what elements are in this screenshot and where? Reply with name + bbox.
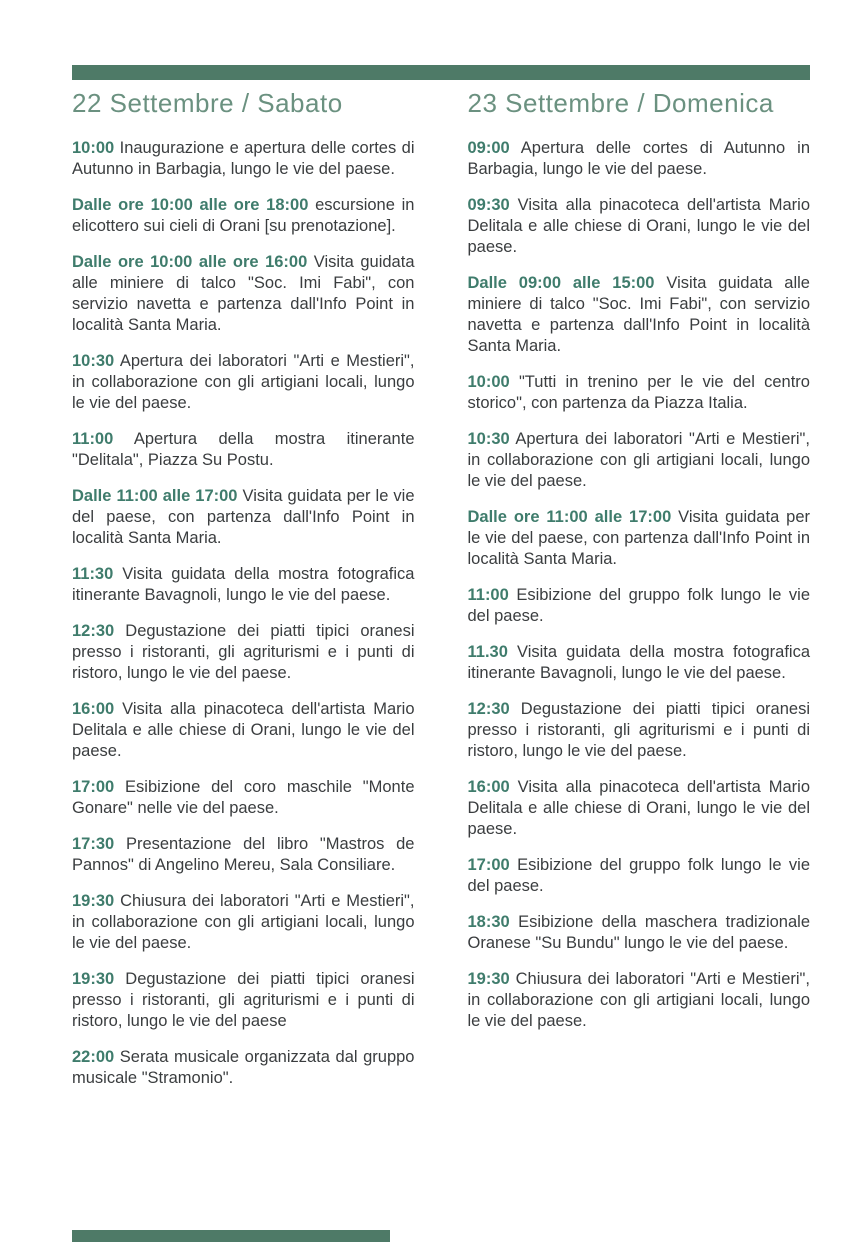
- event-item: [72, 429, 415, 471]
- event-item: [468, 699, 811, 762]
- event-time: Dalle ore 10:00 alle ore 16:00: [72, 253, 308, 271]
- event-description: Inaugurazione e apertura delle cortes di Autunno in Barbagia, lungo le vie del paese.: [72, 139, 415, 178]
- event-item: [468, 855, 811, 897]
- event-description: Apertura dei laboratori "Arti e Mestieri", in collaborazione con gli artigiani locali, lungo le vie del paese.: [72, 352, 415, 412]
- event-time: 19:30: [467, 970, 510, 988]
- event-description: "Tutti in trenino per le vie del centro storico", con partenza da Piazza Italia.: [467, 373, 810, 412]
- day-column: [468, 88, 811, 1104]
- event-description: Visita alla pinacoteca dell'artista Mario Delitala e alle chiese di Orani, lungo le vie del paese.: [72, 700, 415, 760]
- event-time: 09:30: [467, 196, 510, 214]
- event-item: [72, 969, 415, 1032]
- event-description: Degustazione dei piatti tipici oranesi presso i ristoranti, gli agriturismi e i punti di ristoro, lungo le vie del paese.: [72, 622, 415, 682]
- bottom-accent-bar: [72, 1230, 390, 1242]
- event-item: [72, 1047, 415, 1089]
- event-item: [468, 138, 811, 180]
- event-item: [468, 642, 811, 684]
- event-item: [468, 429, 811, 492]
- event-item: [72, 486, 415, 549]
- day-column: [72, 88, 415, 1104]
- event-description: Chiusura dei laboratori "Arti e Mestieri", in collaborazione con gli artigiani locali, lungo le vie del paese.: [72, 892, 415, 952]
- event-time: 11.30: [467, 643, 508, 661]
- event-description: Apertura dei laboratori "Arti e Mestieri", in collaborazione con gli artigiani locali, lungo le vie del paese.: [467, 430, 810, 490]
- event-description: Apertura della mostra itinerante "Delitala", Piazza Su Postu.: [72, 430, 415, 469]
- event-description: Visita guidata della mostra fotografica itinerante Bavagnoli, lungo le vie del paese.: [72, 565, 415, 604]
- event-description: Degustazione dei piatti tipici oranesi presso i ristoranti, gli agriturismi e i punti di ristoro, lungo le vie del paese.: [467, 700, 810, 760]
- event-time: 10:00: [467, 373, 510, 391]
- event-description: Chiusura dei laboratori "Arti e Mestieri", in collaborazione con gli artigiani locali, lungo le vie del paese.: [467, 970, 810, 1030]
- event-time: Dalle ore 10:00 alle ore 18:00: [72, 196, 309, 214]
- event-description: Visita guidata alle miniere di talco "Soc. Imi Fabi", con servizio navetta e partenza dall'Info Point in località Santa Maria.: [467, 274, 810, 355]
- event-item: [72, 195, 415, 237]
- day-title: 22 Settembre / Sabato: [72, 88, 343, 118]
- event-time: 11:00: [72, 430, 114, 448]
- event-description: Esibizione del gruppo folk lungo le vie del paese.: [467, 586, 810, 625]
- event-time: 12:30: [72, 622, 115, 640]
- event-time: 11:00: [467, 586, 509, 604]
- event-time: 09:00: [467, 139, 510, 157]
- event-item: [72, 252, 415, 336]
- event-item: [468, 777, 811, 840]
- event-description: Visita guidata alle miniere di talco "Soc. Imi Fabi", con servizio navetta e partenza dall'Info Point in località Santa Maria.: [72, 253, 415, 334]
- event-description: Esibizione del gruppo folk lungo le vie del paese.: [467, 856, 810, 895]
- event-item: [468, 969, 811, 1032]
- event-time: 16:00: [72, 700, 115, 718]
- event-time: 22:00: [72, 1048, 115, 1066]
- event-item: [468, 195, 811, 258]
- event-time: Dalle 11:00 alle 17:00: [72, 487, 238, 505]
- event-item: [72, 891, 415, 954]
- event-description: Serata musicale organizzata dal gruppo musicale "Stramonio".: [72, 1048, 415, 1087]
- event-description: Presentazione del libro "Mastros de Pannos" di Angelino Mereu, Sala Consiliare.: [72, 835, 415, 874]
- event-item: [72, 351, 415, 414]
- event-description: Visita alla pinacoteca dell'artista Mario Delitala e alle chiese di Orani, lungo le vie del paese.: [467, 196, 810, 256]
- event-time: 10:30: [72, 352, 115, 370]
- event-item: [468, 273, 811, 357]
- program-columns: [72, 88, 810, 1104]
- event-item: [72, 834, 415, 876]
- event-item: [72, 777, 415, 819]
- event-item: [72, 138, 415, 180]
- event-description: Visita guidata della mostra fotografica itinerante Bavagnoli, lungo le vie del paese.: [467, 643, 810, 682]
- event-description: Apertura delle cortes di Autunno in Barbagia, lungo le vie del paese.: [467, 139, 810, 178]
- event-item: [468, 912, 811, 954]
- event-description: Visita guidata per le vie del paese, con partenza dall'Info Point in località Santa Maria.: [72, 487, 415, 547]
- event-time: 18:30: [467, 913, 510, 931]
- event-item: [468, 585, 811, 627]
- event-time: 12:30: [467, 700, 510, 718]
- event-time: Dalle ore 11:00 alle 17:00: [467, 508, 672, 526]
- event-description: Esibizione della maschera tradizionale Oranese "Su Bundu" lungo le vie del paese.: [467, 913, 811, 952]
- event-item: [72, 699, 415, 762]
- event-description: Visita guidata per le vie del paese, con partenza dall'Info Point in località Santa Maria.: [467, 508, 810, 568]
- event-description: Degustazione dei piatti tipici oranesi presso i ristoranti, gli agriturismi e i punti di ristoro, lungo le vie del paese: [72, 970, 415, 1030]
- event-description: escursione in elicottero sui cieli di Orani [su prenotazione].: [72, 196, 415, 235]
- event-time: 19:30: [72, 892, 115, 910]
- event-time: 17:00: [467, 856, 510, 874]
- event-description: Esibizione del coro maschile "Monte Gonare" nelle vie del paese.: [72, 778, 415, 817]
- day-title: 23 Settembre / Domenica: [467, 88, 774, 118]
- event-time: 19:30: [72, 970, 115, 988]
- event-time: 10:00: [72, 139, 115, 157]
- top-accent-bar: [72, 65, 810, 80]
- event-description: Visita alla pinacoteca dell'artista Mario Delitala e alle chiese di Orani, lungo le vie del paese.: [467, 778, 810, 838]
- event-item: [72, 621, 415, 684]
- event-time: 17:30: [72, 835, 115, 853]
- event-time: Dalle 09:00 alle 15:00: [467, 274, 655, 292]
- event-item: [468, 507, 811, 570]
- event-time: 17:00: [72, 778, 115, 796]
- event-time: 16:00: [467, 778, 510, 796]
- event-item: [72, 564, 415, 606]
- event-time: 10:30: [467, 430, 510, 448]
- event-time: 11:30: [72, 565, 114, 583]
- event-item: [468, 372, 811, 414]
